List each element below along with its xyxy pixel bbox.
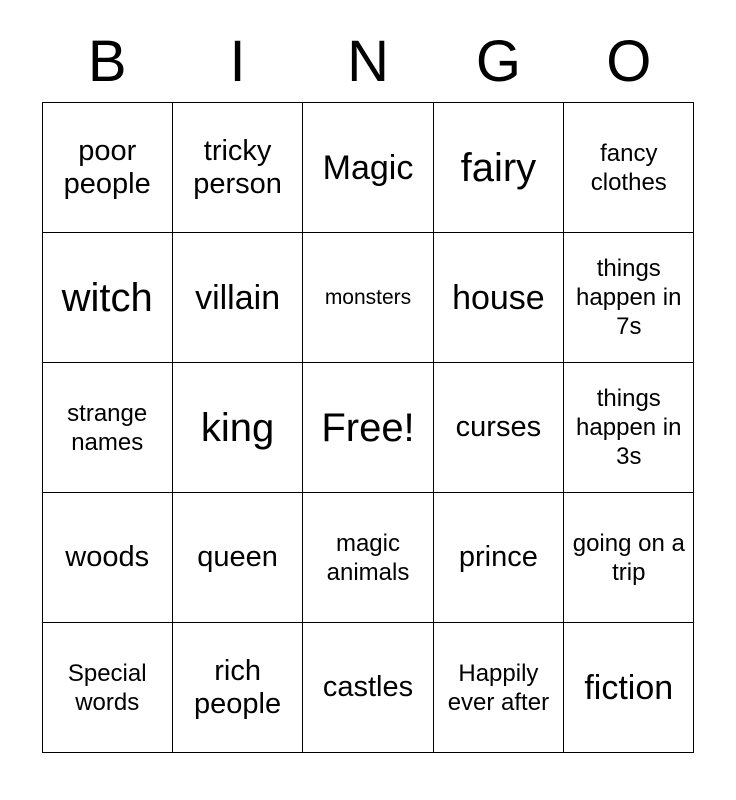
bingo-cell[interactable]: king — [172, 363, 302, 493]
bingo-cell[interactable]: witch — [42, 233, 172, 363]
bingo-grid — [42, 102, 695, 753]
bingo-cell[interactable]: Happily ever after — [433, 623, 563, 753]
bingo-cell[interactable]: monsters — [303, 233, 433, 363]
bingo-cell[interactable]: things happen in 3s — [564, 363, 694, 493]
bingo-cell[interactable]: fancy clothes — [564, 103, 694, 233]
bingo-header-letter-o: O — [606, 29, 652, 94]
bingo-cell[interactable]: curses — [433, 363, 563, 493]
bingo-row — [42, 233, 694, 363]
bingo-cell[interactable]: fiction — [564, 623, 694, 753]
bingo-cell[interactable]: strange names — [42, 363, 172, 493]
bingo-cell[interactable]: things happen in 7s — [564, 233, 694, 363]
bingo-cell[interactable]: tricky person — [172, 103, 302, 233]
bingo-header-letter-b: B — [87, 29, 127, 94]
bingo-cell[interactable]: rich people — [172, 623, 302, 753]
bingo-row — [42, 623, 694, 753]
bingo-header-letter-i: I — [229, 29, 246, 94]
bingo-header — [42, 0, 694, 96]
bingo-cell[interactable]: going on a trip — [564, 493, 694, 623]
bingo-row — [42, 493, 694, 623]
bingo-header-letter-g: G — [475, 29, 521, 94]
bingo-cell[interactable]: castles — [303, 623, 433, 753]
bingo-cell[interactable]: magic animals — [303, 493, 433, 623]
bingo-cell[interactable]: woods — [42, 493, 172, 623]
bingo-cell[interactable]: prince — [433, 493, 563, 623]
bingo-cell[interactable]: queen — [172, 493, 302, 623]
bingo-cell[interactable]: Special words — [42, 623, 172, 753]
bingo-cell-free[interactable]: Free! — [303, 363, 433, 493]
bingo-row — [42, 363, 694, 493]
bingo-cell[interactable]: Magic — [303, 103, 433, 233]
bingo-cell[interactable]: house — [433, 233, 563, 363]
bingo-cell[interactable]: poor people — [42, 103, 172, 233]
bingo-header-letter-n: N — [347, 29, 389, 94]
bingo-row — [42, 103, 694, 233]
bingo-cell[interactable]: villain — [172, 233, 302, 363]
bingo-cell[interactable]: fairy — [433, 103, 563, 233]
